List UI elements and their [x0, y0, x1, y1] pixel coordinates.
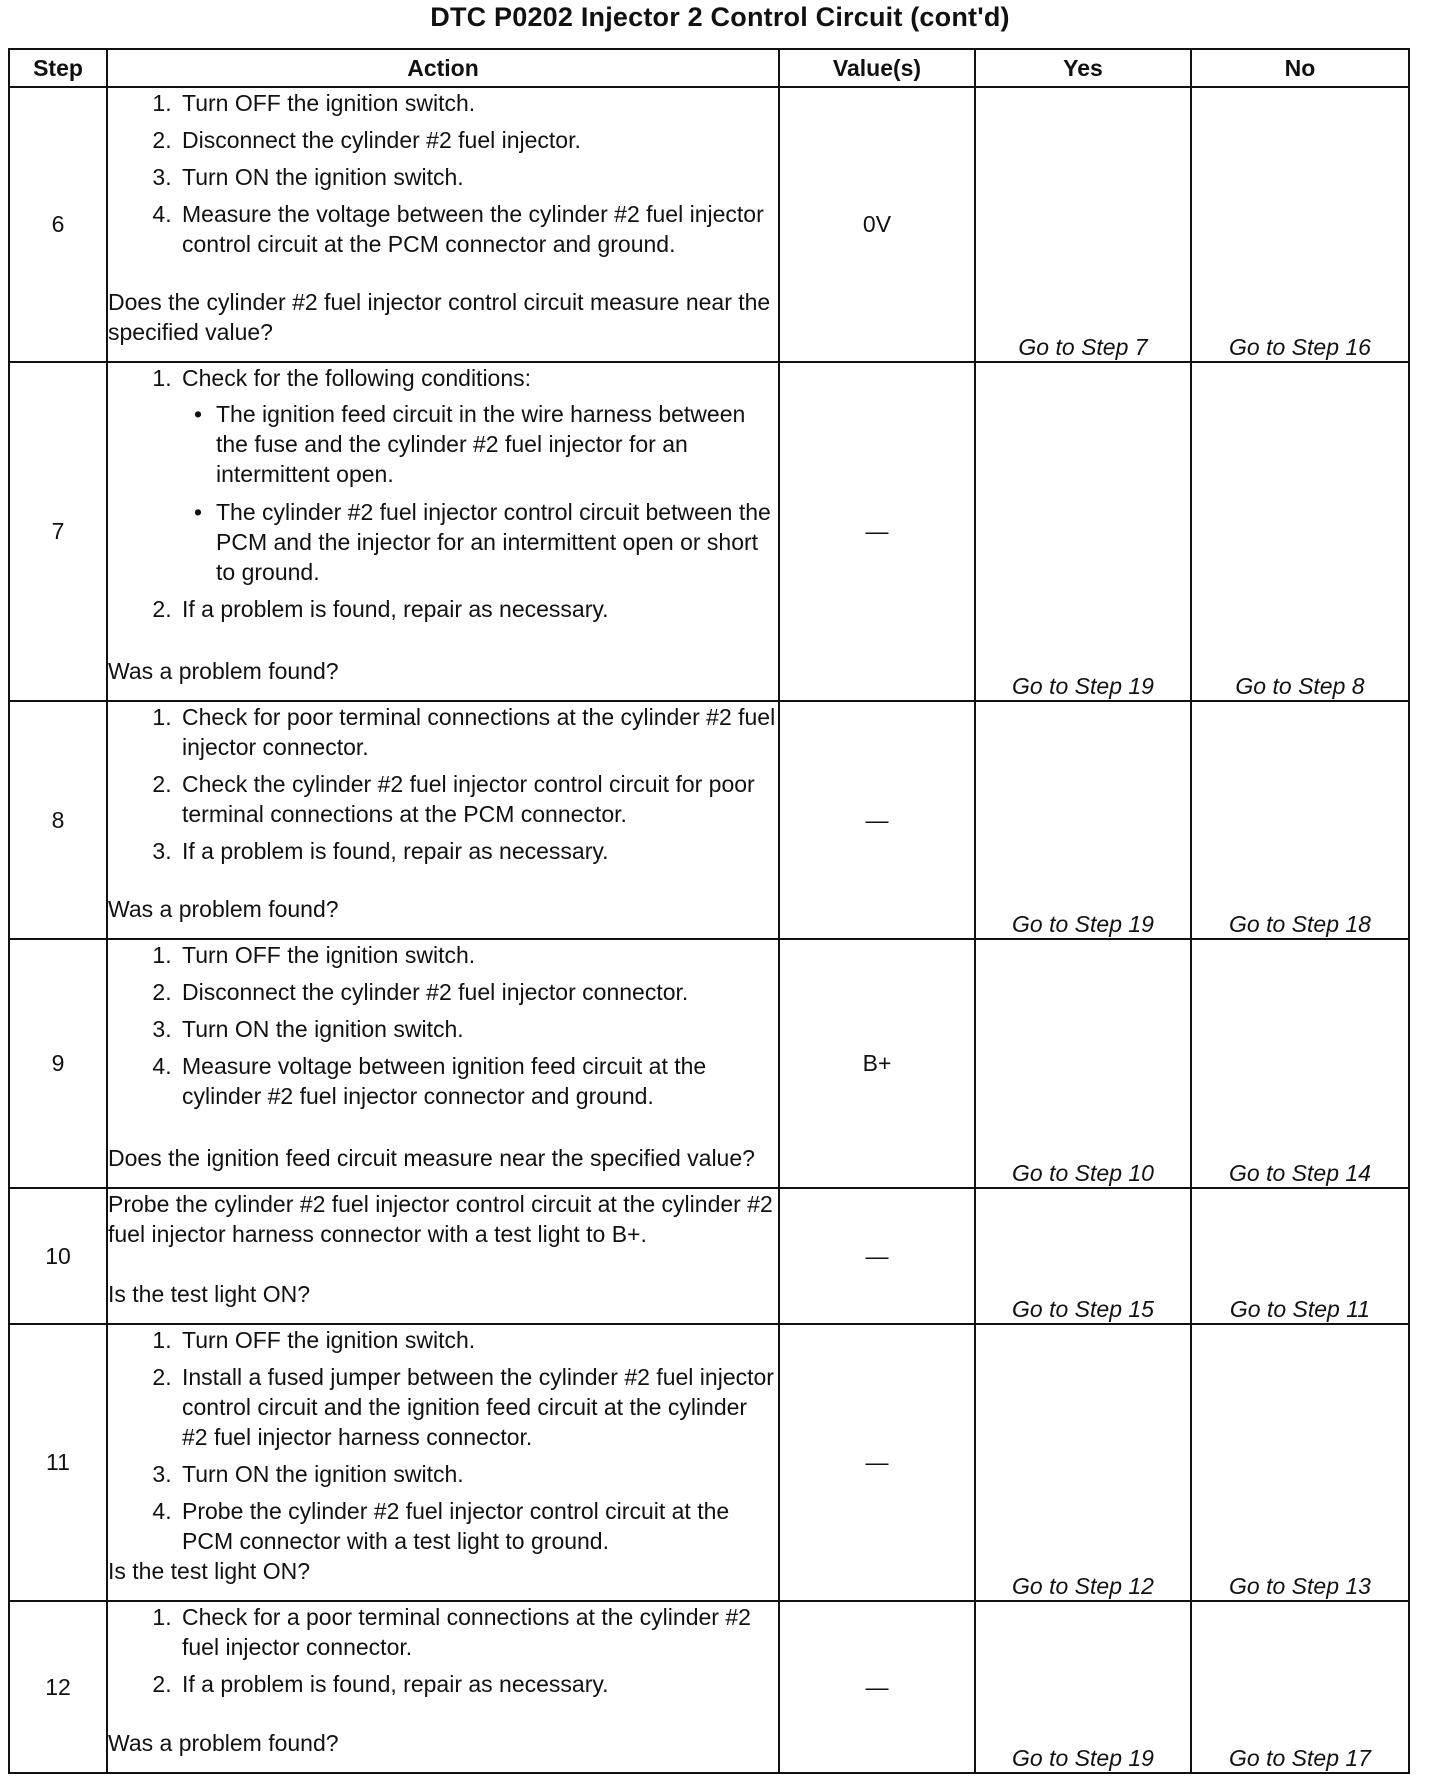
action-step: 2. Disconnect the cylinder #2 fuel injector connector. [178, 977, 778, 1007]
action-cell [107, 939, 779, 1188]
action-step: 3. Turn ON the ignition switch. [178, 1014, 778, 1044]
action-step: 2. If a problem is found, repair as necessary. [178, 594, 778, 624]
action-question: Does the cylinder #2 fuel injector control circuit measure near the specified value? [108, 289, 771, 345]
table-row [9, 701, 1409, 939]
value-cell: — [779, 362, 975, 701]
action-step-text: Check for the following conditions: [182, 365, 532, 391]
action-steps [108, 363, 778, 624]
action-step [178, 363, 778, 587]
action-step: 1. Check for poor terminal connections at the cylinder #2 fuel injector connector. [178, 702, 778, 762]
action-steps [108, 940, 778, 1111]
no-result: Go to Step 8 [1191, 362, 1409, 701]
table-row [9, 1188, 1409, 1324]
step-number: 8 [9, 701, 107, 939]
value-cell: — [779, 1188, 975, 1324]
action-step: 3. Turn ON the ignition switch. [178, 162, 778, 192]
value-cell: — [779, 701, 975, 939]
step-number: 7 [9, 362, 107, 701]
no-result: Go to Step 14 [1191, 939, 1409, 1188]
yes-result: Go to Step 19 [975, 362, 1191, 701]
action-question: Was a problem found? [108, 1730, 339, 1756]
action-step: 1. Turn OFF the ignition switch. [178, 1325, 778, 1355]
action-step: 1. Turn OFF the ignition switch. [178, 940, 778, 970]
action-step: 1. Check for a poor terminal connections at the cylinder #2 fuel injector connector. [178, 1602, 778, 1662]
table-row [9, 362, 1409, 701]
yes-result: Go to Step 19 [975, 1601, 1191, 1773]
action-cell [107, 1601, 779, 1773]
column-header-no: No [1191, 49, 1409, 87]
action-step: 3. If a problem is found, repair as necessary. [178, 836, 778, 866]
action-cell [107, 1324, 779, 1601]
table-header-row [9, 49, 1409, 87]
step-number: 12 [9, 1601, 107, 1773]
value-cell: — [779, 1324, 975, 1601]
column-header-step: Step [9, 49, 107, 87]
condition-list [182, 399, 778, 587]
column-header-values: Value(s) [779, 49, 975, 87]
action-steps [108, 702, 778, 866]
step-number: 9 [9, 939, 107, 1188]
action-question: Does the ignition feed circuit measure near the specified value? [108, 1145, 755, 1171]
action-cell [107, 701, 779, 939]
page-title: DTC P0202 Injector 2 Control Circuit (cont'd) [430, 2, 1010, 32]
condition-item: • The cylinder #2 fuel injector control circuit between the PCM and the injector for an intermittent open or short to ground. [216, 497, 778, 587]
column-header-action: Action [107, 49, 779, 87]
action-step: 4. Probe the cylinder #2 fuel injector control circuit at the PCM connector with a test light to ground. [178, 1496, 778, 1556]
action-steps [108, 88, 778, 259]
step-number: 11 [9, 1324, 107, 1601]
column-header-yes: Yes [975, 49, 1191, 87]
action-text: Probe the cylinder #2 fuel injector control circuit at the cylinder #2 fuel injector harness connector with a test light to B+. [108, 1191, 773, 1247]
action-step: 4. Measure voltage between ignition feed circuit at the cylinder #2 fuel injector connector and ground. [178, 1051, 778, 1111]
value-cell: B+ [779, 939, 975, 1188]
action-step: 2. Install a fused jumper between the cylinder #2 fuel injector control circuit and the ignition feed circuit at the cylinder #2 fuel injector harness connector. [178, 1362, 778, 1452]
yes-result: Go to Step 12 [975, 1324, 1191, 1601]
action-step: 3. Turn ON the ignition switch. [178, 1459, 778, 1489]
no-result: Go to Step 11 [1191, 1188, 1409, 1324]
diagnostic-table [8, 48, 1410, 1774]
action-cell [107, 87, 779, 362]
action-step: 2. If a problem is found, repair as necessary. [178, 1669, 778, 1699]
action-step: 2. Check the cylinder #2 fuel injector control circuit for poor terminal connections at the PCM connector. [178, 769, 778, 829]
action-step: 1. Turn OFF the ignition switch. [178, 88, 778, 118]
table-row [9, 87, 1409, 362]
action-steps [108, 1602, 778, 1699]
no-result: Go to Step 17 [1191, 1601, 1409, 1773]
yes-result: Go to Step 19 [975, 701, 1191, 939]
step-number: 6 [9, 87, 107, 362]
table-row [9, 939, 1409, 1188]
action-step: 4. Measure the voltage between the cylinder #2 fuel injector control circuit at the PCM connector and ground. [178, 199, 778, 259]
action-question: Was a problem found? [108, 658, 339, 684]
action-question: Is the test light ON? [108, 1281, 310, 1307]
condition-item: • The ignition feed circuit in the wire harness between the fuse and the cylinder #2 fuel injector for an intermittent open. [216, 399, 778, 489]
yes-result: Go to Step 15 [975, 1188, 1191, 1324]
no-result: Go to Step 18 [1191, 701, 1409, 939]
action-cell [107, 1188, 779, 1324]
yes-result: Go to Step 7 [975, 87, 1191, 362]
yes-result: Go to Step 10 [975, 939, 1191, 1188]
action-step: 2. Disconnect the cylinder #2 fuel injector. [178, 125, 778, 155]
action-question: Is the test light ON? [108, 1558, 310, 1584]
action-question: Was a problem found? [108, 896, 339, 922]
no-result: Go to Step 16 [1191, 87, 1409, 362]
table-row [9, 1324, 1409, 1601]
table-row [9, 1601, 1409, 1773]
no-result: Go to Step 13 [1191, 1324, 1409, 1601]
value-cell: — [779, 1601, 975, 1773]
action-steps [108, 1325, 778, 1556]
step-number: 10 [9, 1188, 107, 1324]
action-cell [107, 362, 779, 701]
value-cell: 0V [779, 87, 975, 362]
